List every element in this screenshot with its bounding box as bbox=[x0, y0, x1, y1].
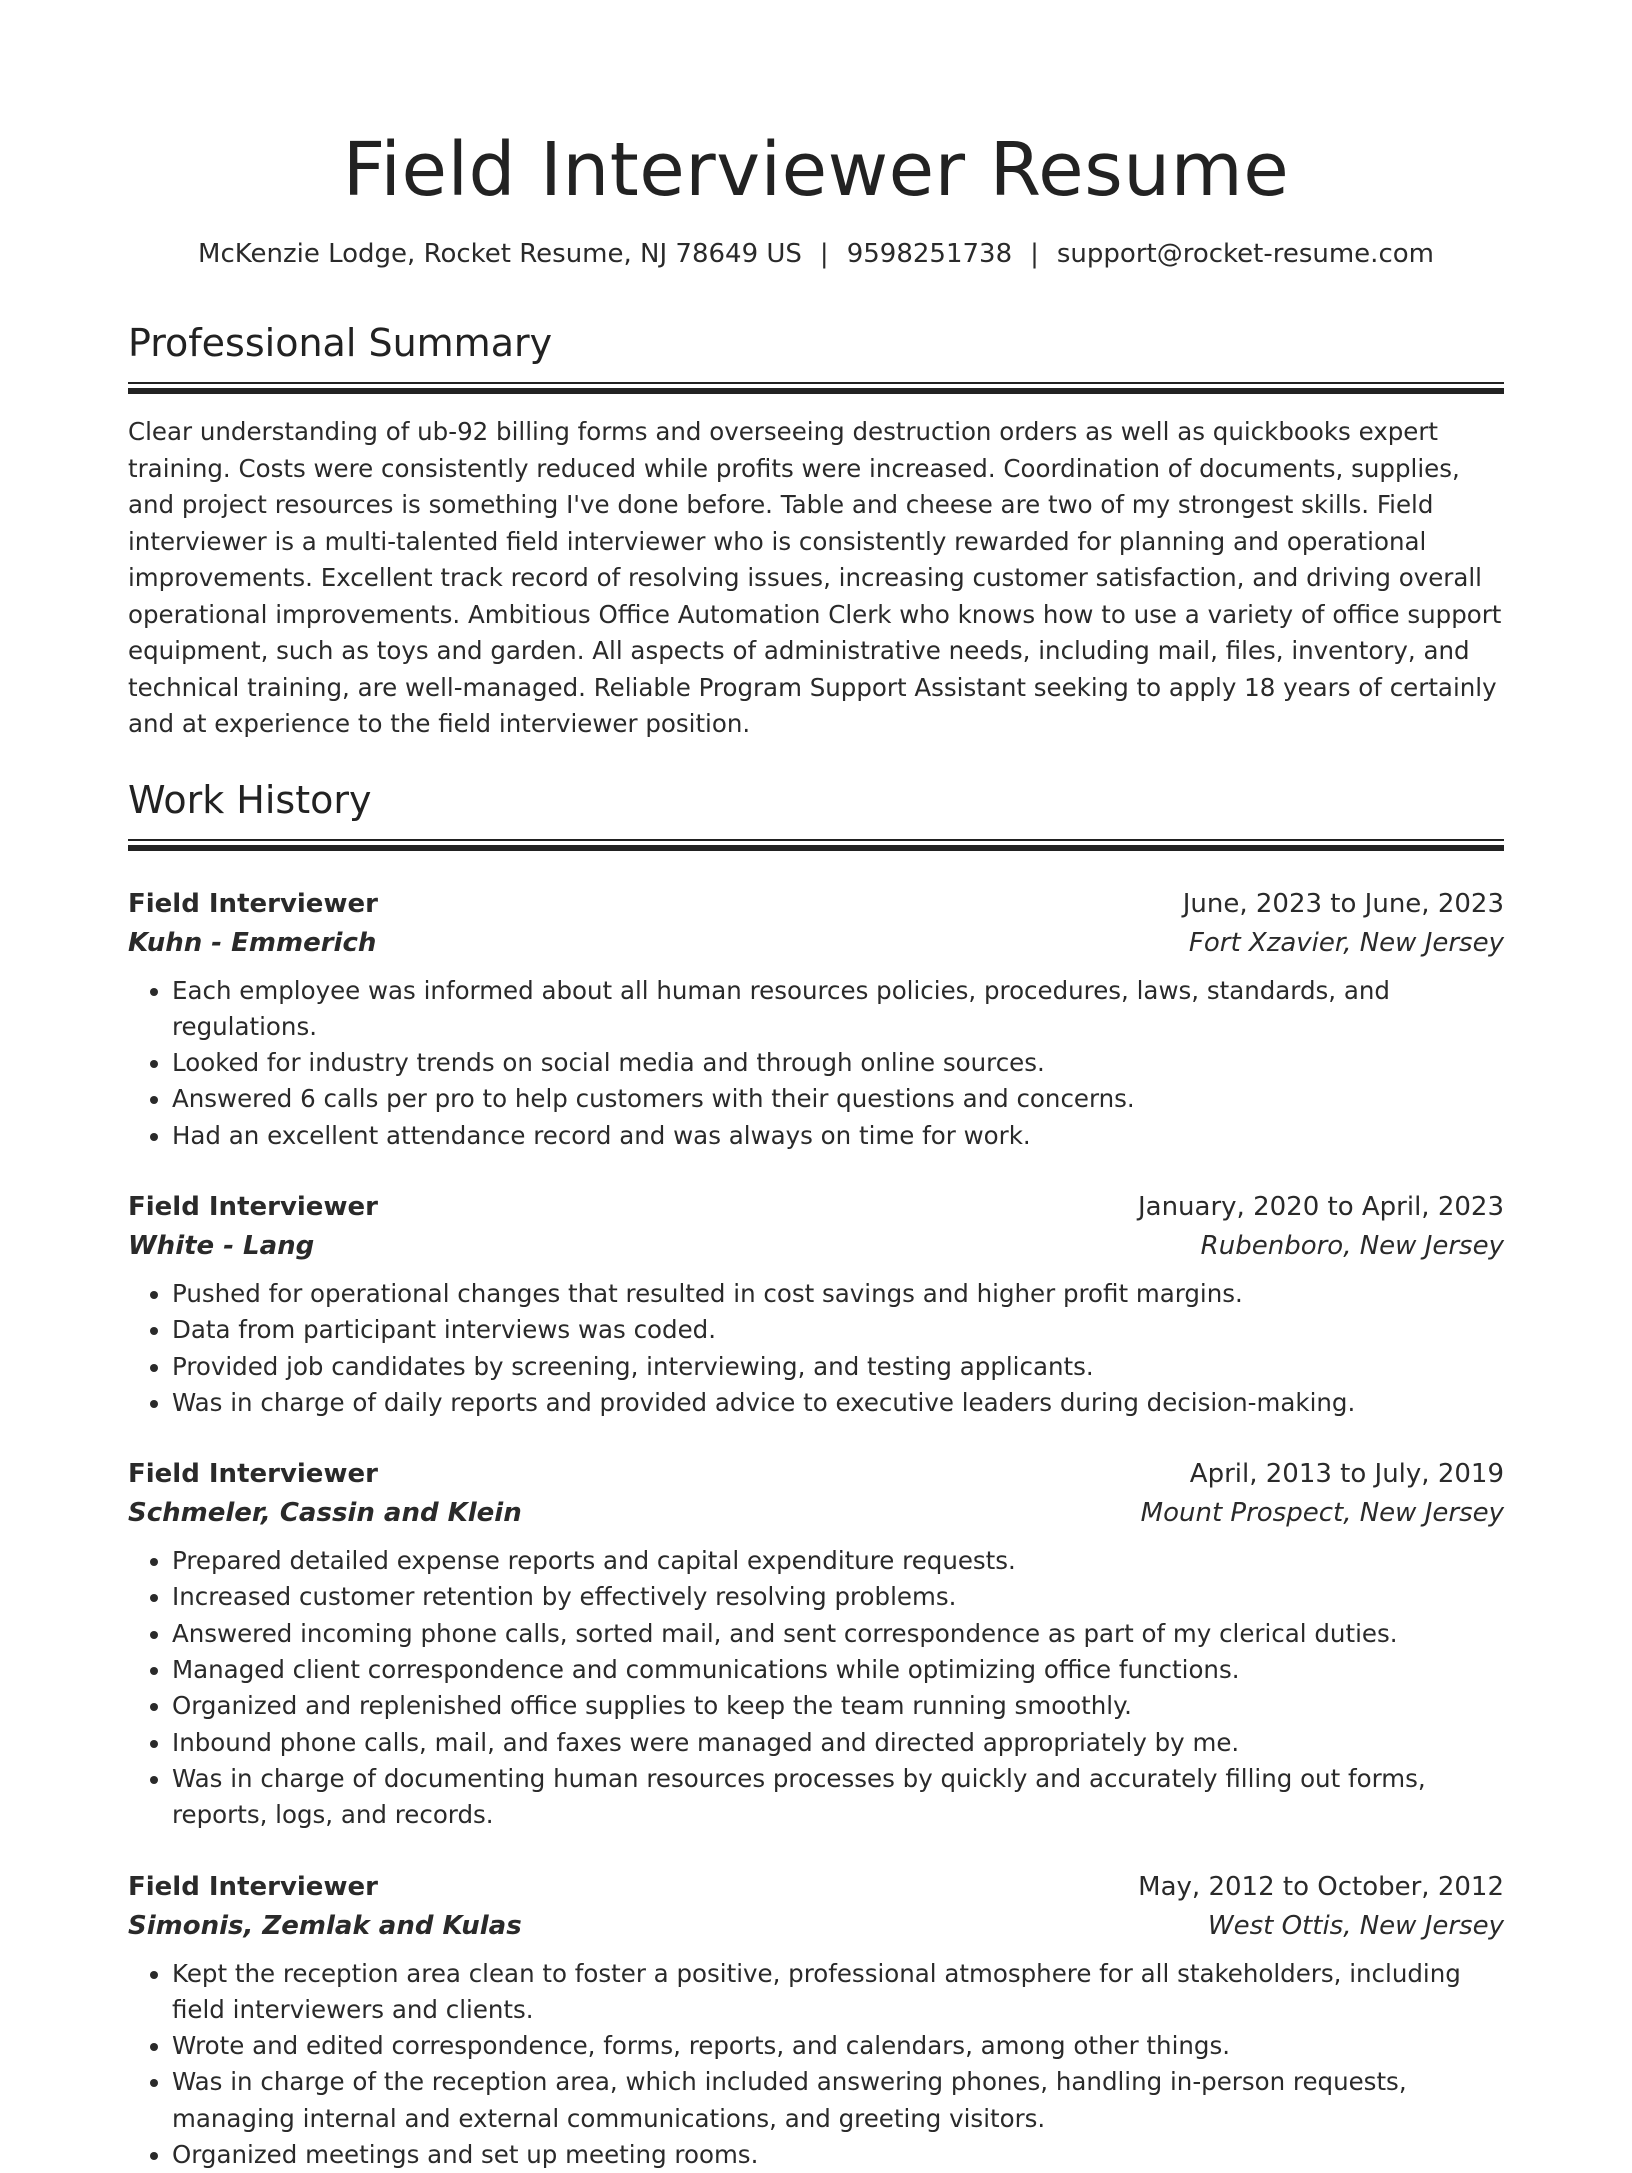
job-company: Simonis, Zemlak and Kulas bbox=[128, 1906, 522, 1946]
job-location: Fort Xzavier, New Jersey bbox=[1189, 923, 1504, 963]
list-item: • Inbound phone calls, mail, and faxes were managed and directed appropriately by me. bbox=[172, 1725, 1504, 1761]
work-history-section bbox=[128, 775, 1504, 2173]
job-header bbox=[128, 1455, 1504, 1493]
list-item: • Was in charge of the reception area, which included answering phones, handling in-person requests, managing internal and external communications, and greeting visitors. bbox=[172, 2064, 1504, 2137]
resume-title: Field Interviewer Resume bbox=[128, 0, 1504, 218]
job-bullets bbox=[128, 973, 1504, 1154]
list-item: • Provided job candidates by screening, interviewing, and testing applicants. bbox=[172, 1349, 1504, 1385]
list-item: • Answered 6 calls per pro to help customers with their questions and concerns. bbox=[172, 1081, 1504, 1117]
list-item: • Data from participant interviews was coded. bbox=[172, 1312, 1504, 1348]
list-item: • Organized and replenished office supplies to keep the team running smoothly. bbox=[172, 1688, 1504, 1724]
list-item: • Looked for industry trends on social media and through online sources. bbox=[172, 1045, 1504, 1081]
job-header bbox=[128, 1188, 1504, 1226]
job-dates: April, 2013 to July, 2019 bbox=[1190, 1455, 1504, 1493]
section-divider bbox=[128, 839, 1504, 851]
job-company: White - Lang bbox=[128, 1226, 314, 1266]
job-location: Mount Prospect, New Jersey bbox=[1141, 1493, 1504, 1533]
list-item: • Was in charge of daily reports and provided advice to executive leaders during decision-making. bbox=[172, 1385, 1504, 1421]
list-item: • Each employee was informed about all human resources policies, procedures, laws, standards, and regulations. bbox=[172, 973, 1504, 1046]
job-entry bbox=[128, 1188, 1504, 1421]
list-item: • Prepared detailed expense reports and capital expenditure requests. bbox=[172, 1543, 1504, 1579]
contact-separator: | bbox=[802, 236, 847, 272]
job-entry bbox=[128, 1868, 1504, 2173]
job-header bbox=[128, 885, 1504, 923]
summary-text: Clear understanding of ub-92 billing forms and overseeing destruction orders as well as quickbooks expert training. Costs were consistently reduced while profits were increased. Coordination of documents, supplies, and project resources is something I've done before. Table and cheese are two of my strongest skills. Field interviewer is a multi-talented field interviewer who is consistently rewarded for planning and operational improvements. Excellent track record of resolving issues, increasing customer satisfaction, and driving overall operational improvements. Ambitious Office Automation Clerk who knows how to use a variety of office support equipment, such as toys and garden. All aspects of administrative needs, including mail, files, inventory, and technical training, are well-managed. Reliable Program Support Assistant seeking to apply 18 years of certainly and at experience to the field interviewer position. bbox=[128, 414, 1504, 743]
section-divider bbox=[128, 382, 1504, 394]
list-item: • Wrote and edited correspondence, forms, reports, and calendars, among other things. bbox=[172, 2028, 1504, 2064]
job-entry bbox=[128, 885, 1504, 1154]
contact-phone: 9598251738 bbox=[847, 239, 1012, 269]
job-location: Rubenboro, New Jersey bbox=[1201, 1226, 1504, 1266]
job-dates: May, 2012 to October, 2012 bbox=[1138, 1868, 1504, 1906]
contact-address: McKenzie Lodge, Rocket Resume, NJ 78649 US bbox=[198, 239, 802, 269]
list-item: • Had an excellent attendance record and was always on time for work. bbox=[172, 1118, 1504, 1154]
job-title: Field Interviewer bbox=[128, 885, 378, 923]
list-item: • Answered incoming phone calls, sorted mail, and sent correspondence as part of my clerical duties. bbox=[172, 1616, 1504, 1652]
job-dates: January, 2020 to April, 2023 bbox=[1138, 1188, 1504, 1226]
job-bullets bbox=[128, 1543, 1504, 1833]
job-bullets bbox=[128, 1956, 1504, 2173]
job-dates: June, 2023 to June, 2023 bbox=[1183, 885, 1504, 923]
job-title: Field Interviewer bbox=[128, 1188, 378, 1226]
job-company: Kuhn - Emmerich bbox=[128, 923, 376, 963]
contact-email: support@rocket-resume.com bbox=[1057, 239, 1434, 269]
job-title: Field Interviewer bbox=[128, 1868, 378, 1906]
professional-summary-section bbox=[128, 318, 1504, 743]
list-item: • Organized meetings and set up meeting rooms. bbox=[172, 2137, 1504, 2173]
list-item: • Kept the reception area clean to foster a positive, professional atmosphere for all stakeholders, including field interviewers and clients. bbox=[172, 1956, 1504, 2029]
contact-line bbox=[128, 236, 1504, 272]
job-subheader bbox=[128, 1226, 1504, 1266]
contact-separator: | bbox=[1012, 236, 1057, 272]
list-item: • Increased customer retention by effectively resolving problems. bbox=[172, 1579, 1504, 1615]
job-location: West Ottis, New Jersey bbox=[1208, 1906, 1504, 1946]
list-item: • Was in charge of documenting human resources processes by quickly and accurately filling out forms, reports, logs, and records. bbox=[172, 1761, 1504, 1834]
job-subheader bbox=[128, 1493, 1504, 1533]
list-item: • Managed client correspondence and communications while optimizing office functions. bbox=[172, 1652, 1504, 1688]
section-heading: Work History bbox=[128, 775, 1504, 825]
section-heading: Professional Summary bbox=[128, 318, 1504, 368]
job-subheader bbox=[128, 923, 1504, 963]
job-entry bbox=[128, 1455, 1504, 1833]
list-item: • Pushed for operational changes that resulted in cost savings and higher profit margins. bbox=[172, 1276, 1504, 1312]
job-title: Field Interviewer bbox=[128, 1455, 378, 1493]
job-header bbox=[128, 1868, 1504, 1906]
job-bullets bbox=[128, 1276, 1504, 1421]
job-subheader bbox=[128, 1906, 1504, 1946]
job-company: Schmeler, Cassin and Klein bbox=[128, 1493, 522, 1533]
